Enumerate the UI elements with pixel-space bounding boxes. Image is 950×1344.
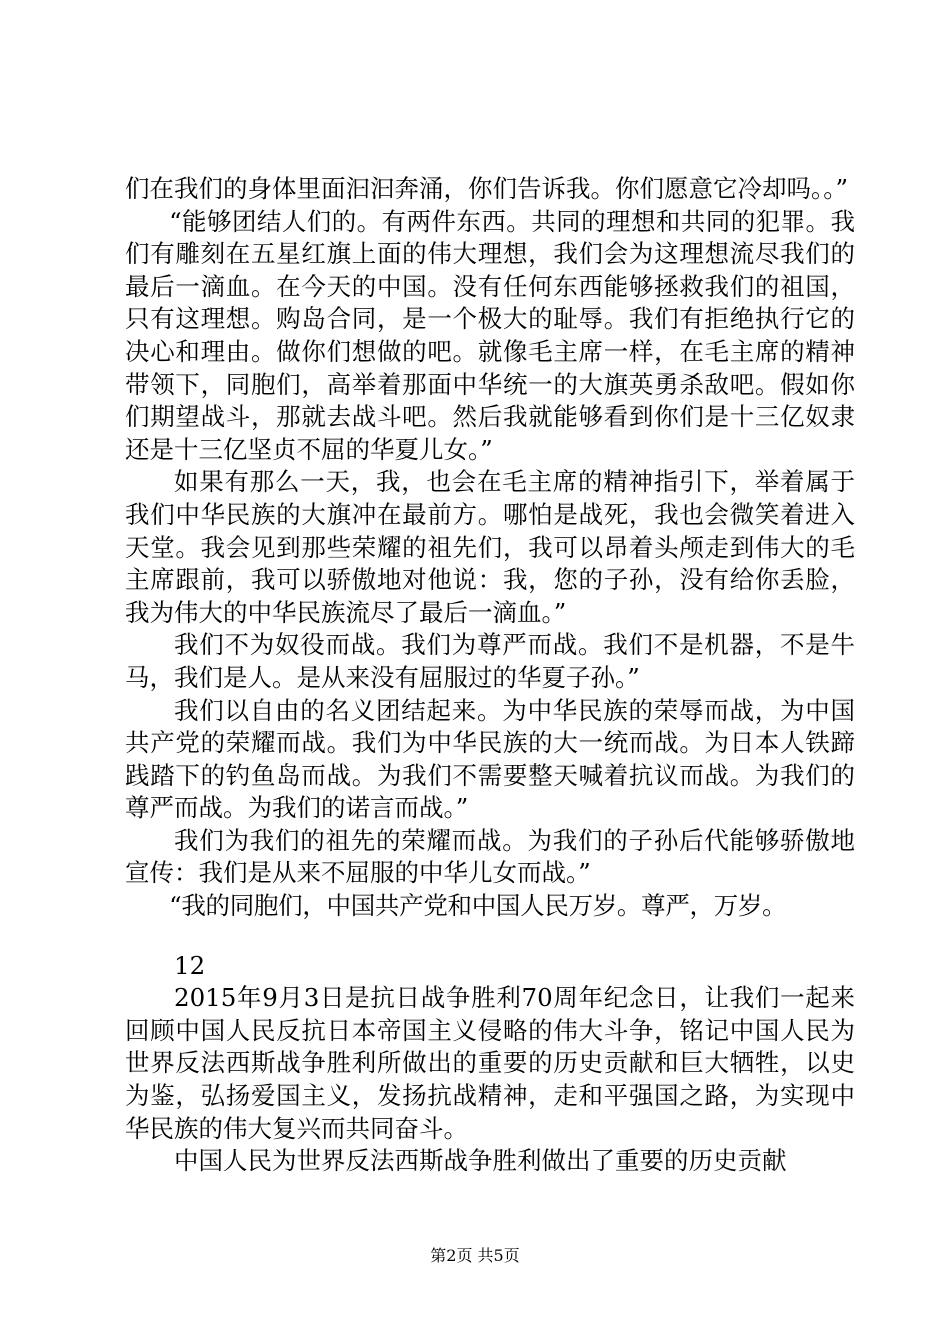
paragraph-2: “能够团结人们的。有两件东西。共同的理想和共同的犯罪。我们有雕刻在五星红旗上面的伟大理想，我们会为这理想流尽我们的最后一滴血。在今天的中国。没有任何东西能够拯救我们的祖国，只有这理想。购岛合同，是一个极大的耻辱。我们有拒绝执行它的决心和理由。做你们想做的吧。就像毛主席一样，在毛主席的精神带领下，同胞们，高举着那面中华统一的大旗英勇杀敌吧。假如你们期望战斗，那就去战斗吧。然后我就能够看到你们是十三亿奴隶还是十三亿坚贞不屈的华夏儿女。” [125,206,855,464]
paragraph-4: 我们不为奴役而战。我们为尊严而战。我们不是机器，不是牛马，我们是人。是从来没有屈服过的华夏子孙。” [125,630,855,692]
paragraph-9: 中国人民为世界反法西斯战争胜利做出了重要的历史贡献 [174,1146,787,1176]
section-number: 12 [174,950,206,980]
paragraph-8: 2015年9月3日是抗日战争胜利70周年纪念日，让我们一起来回顾中国人民反抗日本帝国主义侵略的伟大斗争，铭记中国人民为世界反法西斯战争胜利所做出的重要的历史贡献和巨大牺牲，以史为鉴，弘扬爱国主义，发扬抗战精神，走和平强国之路，为实现中华民族的伟大复兴而共同奋斗。 [125,983,855,1143]
page-footer: 第2页 共5页 [430,1246,520,1265]
paragraph-7: “我的同胞们，中国共产党和中国人民万岁。尊严，万岁。 [169,891,787,921]
document-body [125,173,855,1178]
paragraph-6: 我们为我们的祖先的荣耀而战。为我们的子孙后代能够骄傲地宣传：我们是从来不屈服的中华儿女而战。” [125,825,855,888]
paragraph-3: 如果有那么一天，我，也会在毛主席的精神指引下，举着属于我们中华民族的大旗冲在最前方。哪怕是战死，我也会微笑着进入天堂。我会见到那些荣耀的祖先们，我可以昂着头颅走到伟大的毛主席跟前，我可以骄傲地对他说：我，您的子孙，没有给你丢脸，我为伟大的中华民族流尽了最后一滴血。” [125,467,855,627]
paragraph-5: 我们以自由的名义团结起来。为中华民族的荣辱而战，为中国共产党的荣耀而战。我们为中华民族的大一统而战。为日本人铁蹄践踏下的钓鱼岛而战。为我们不需要整天喊着抗议而战。为我们的尊严而战。为我们的诺言而战。” [125,695,855,823]
section-spacer [125,923,855,950]
paragraph-1: 们在我们的身体里面汩汩奔涌，你们告诉我。你们愿意它冷却吗。。” [125,174,849,203]
